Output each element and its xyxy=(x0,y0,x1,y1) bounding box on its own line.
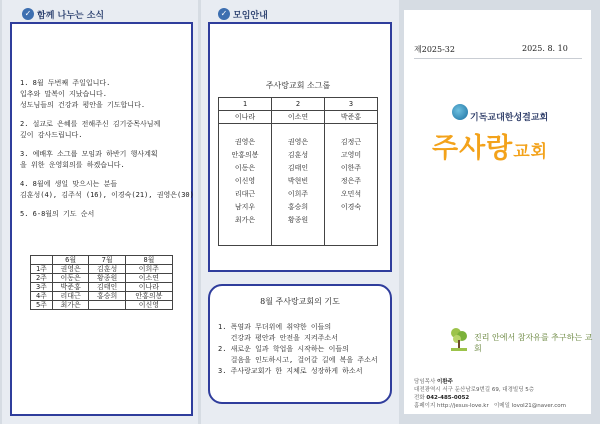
prayer-list xyxy=(218,322,388,377)
news-line: 을 위한 운영회의를 하겠습니다. xyxy=(20,161,125,169)
member-name: 이신영 xyxy=(234,177,256,185)
prayer-order-table xyxy=(30,255,173,310)
globe-logo-icon xyxy=(452,104,468,120)
member-name: 안홍의봉 xyxy=(231,151,259,159)
table-cell: 2주 xyxy=(31,274,53,283)
check-icon: ✓ xyxy=(218,8,230,20)
table-cell: 최가은 xyxy=(52,301,88,310)
group-leader: 이소연 xyxy=(272,111,325,124)
homepage-link[interactable]: http://jesus-love.kr xyxy=(437,403,489,409)
member-name: 오민석 xyxy=(340,190,362,198)
member-name: 이희주 xyxy=(287,190,309,198)
spacer xyxy=(20,141,188,149)
smallgroup-table xyxy=(218,97,378,246)
table-cell: 권영은 xyxy=(52,265,88,274)
prayer-line: 걸음을 인도하시고, 걸어갈 길에 복을 주소서 xyxy=(218,356,378,364)
table-cell: 황종원 xyxy=(89,274,125,283)
table-cell: 1주 xyxy=(31,265,53,274)
member-name: 최가은 xyxy=(234,216,256,224)
meeting-section-tag: ✓ 모임안내 xyxy=(218,7,268,21)
member-name: 홍승희 xyxy=(287,203,309,211)
news-line: 입추와 말복이 지났습니다. xyxy=(20,90,108,98)
news-line: 3. 예배후 소그룹 모임과 하반기 행사계획 xyxy=(20,150,158,158)
member-name: 정은주 xyxy=(340,177,362,185)
table-header: 8월 xyxy=(125,256,172,265)
table-cell: 홍승희 xyxy=(89,292,125,301)
news-line: 4. 8월에 생일 맞으시는 분들 xyxy=(20,180,118,188)
group-members xyxy=(325,124,378,246)
table-cell: 김태인 xyxy=(89,283,125,292)
issue-number: 제2025-32 xyxy=(414,45,455,54)
group-number: 1 xyxy=(219,98,272,111)
tree-logo-icon xyxy=(448,326,470,352)
group-members xyxy=(272,124,325,246)
table-row xyxy=(31,301,173,310)
table-cell: 3주 xyxy=(31,283,53,292)
denomination: 기독교대한성결교회 xyxy=(470,113,549,123)
member-name: 리대근 xyxy=(234,190,256,198)
news-line: 1. 8월 두번째 주일입니다. xyxy=(20,79,111,87)
table-cell: 리대근 xyxy=(52,292,88,301)
member-name: 김정근 xyxy=(340,138,362,146)
prayer-line: 건강과 평안과 안전을 지켜주소서 xyxy=(218,334,338,342)
member-name: 남지우 xyxy=(234,203,256,211)
news-list xyxy=(20,78,194,220)
group-number: 2 xyxy=(272,98,325,111)
table-cell: 박준홍 xyxy=(52,283,88,292)
issue-date: 2025. 8. 10 xyxy=(522,44,568,53)
news-line: 2. 설교로 은혜를 전해주신 김기중목사님께 xyxy=(20,120,161,128)
news-line: 성도님들의 건강과 평안을 기도합니다. xyxy=(20,101,146,109)
table-row xyxy=(31,283,173,292)
group-leader: 박준홍 xyxy=(325,111,378,124)
smallgroup-title: 주사랑교회 소그룹 xyxy=(265,81,331,90)
table-cell: 4주 xyxy=(31,292,53,301)
prayer-line: 1. 폭염과 무더위에 취약한 이들의 xyxy=(218,323,332,331)
table-cell: 이동은 xyxy=(52,274,88,283)
prayer-line: 2. 새로운 일과 학업을 시작하는 이들의 xyxy=(218,345,349,353)
table-cell: 안홍의봉 xyxy=(125,292,172,301)
table-header xyxy=(31,256,53,265)
member-name: 권영은 xyxy=(234,138,256,146)
table-row xyxy=(31,265,173,274)
news-line: 깊이 감사드립니다. xyxy=(20,131,83,139)
table-row xyxy=(31,292,173,301)
table-cell: 이신영 xyxy=(125,301,172,310)
member-name: 이경숙 xyxy=(340,203,362,211)
prayer-line: 3. 주사랑교회가 한 지체로 성장하게 하소서 xyxy=(218,367,363,375)
news-line: 5. 6-8월의 기도 순서 xyxy=(20,210,95,218)
member-name: 이한주 xyxy=(340,164,362,172)
church-name: 주사랑교회 xyxy=(432,133,549,164)
table-header: 7월 xyxy=(89,256,125,265)
table-header: 6월 xyxy=(52,256,88,265)
table-cell: 5주 xyxy=(31,301,53,310)
table-cell: 이희주 xyxy=(125,265,172,274)
group-number: 3 xyxy=(325,98,378,111)
table-cell: 이소연 xyxy=(125,274,172,283)
check-icon: ✓ xyxy=(22,8,34,20)
news-section-tag: ✓ 함께 나누는 소식 xyxy=(22,7,104,21)
news-line: 김훈성(4), 김주석 (16), 이경숙(21), 권영은(30) xyxy=(20,191,194,199)
spacer xyxy=(20,171,188,179)
table-row xyxy=(31,274,173,283)
group-leader: 이나라 xyxy=(219,111,272,124)
member-name: 김태인 xyxy=(287,164,309,172)
member-name: 박현빈 xyxy=(287,177,309,185)
prayer-title: 8월 주사랑교회의 기도 xyxy=(260,297,340,306)
group-members xyxy=(219,124,272,246)
member-name: 고영미 xyxy=(340,151,362,159)
member-name: 황종원 xyxy=(287,216,309,224)
table-cell xyxy=(89,301,125,310)
email-link[interactable]: lovol21@naver.com xyxy=(511,403,566,409)
member-name: 이동은 xyxy=(234,164,256,172)
table-cell: 김훈성 xyxy=(89,265,125,274)
table-cell: 이나라 xyxy=(125,283,172,292)
divider xyxy=(414,58,582,59)
spacer xyxy=(20,111,188,119)
slogan: 진리 안에서 참자유를 추구하는 교회 xyxy=(474,333,593,353)
member-name: 권영은 xyxy=(287,138,309,146)
contact-info: 담임목사 이환주 대전광역시 서구 둔산남로9번길 69, 대경빌딩 5층 전화 042-485-0052 홈페이지 http://jesus-love.kr 이메일 lovol21@naver.com xyxy=(414,379,566,409)
spacer xyxy=(20,201,188,209)
member-name: 김훈성 xyxy=(287,151,309,159)
